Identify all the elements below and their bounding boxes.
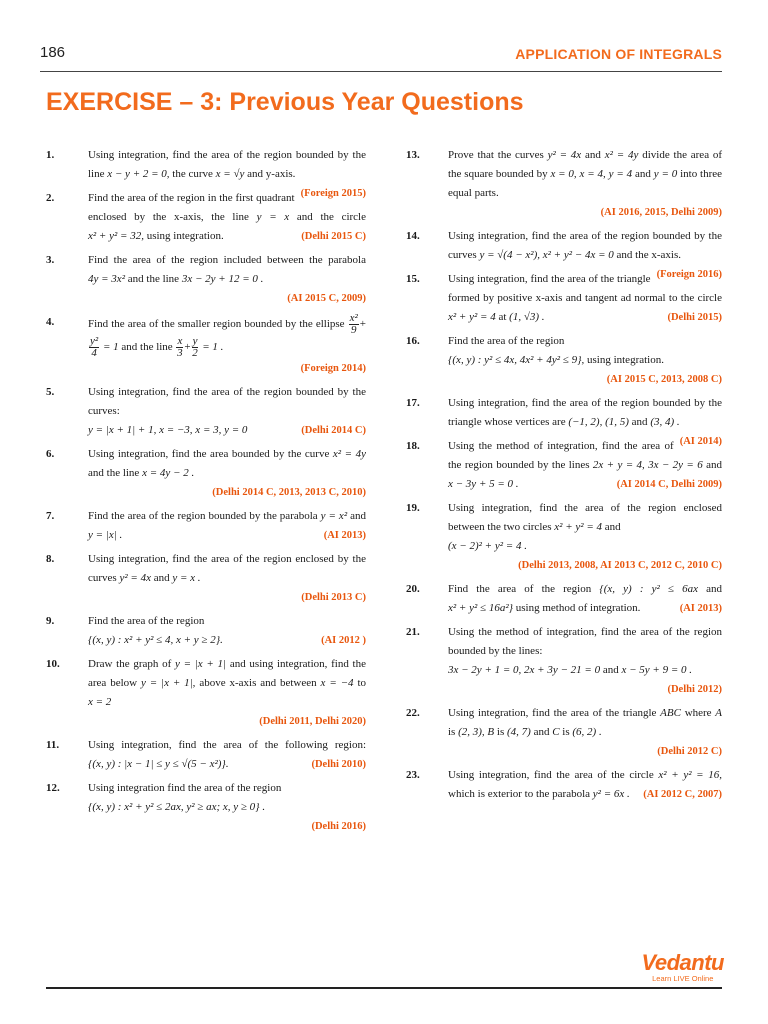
question-5 [46, 383, 366, 440]
question-text [448, 332, 722, 370]
question-source: (Foreign 2016) [656, 269, 722, 280]
question-source: (AI 2015 C, 2009) [287, 293, 366, 304]
question-text-part: Using integration, find the area of the triangle formed by positive x-axis and tangent ad normal to the circle [448, 273, 722, 304]
math-expression: y = x . [172, 572, 201, 584]
math-expression: (4, 7) [506, 726, 531, 738]
question-10 [46, 655, 366, 731]
math-expression: x − y + 2 = 0, [107, 168, 170, 180]
question-text-part: which is exterior to the parabola [448, 788, 591, 800]
question-number: 13. [406, 149, 420, 161]
logo-tagline: Learn LIVE Online [652, 974, 714, 983]
question-number: 14. [406, 230, 420, 242]
question-text-part: and [533, 726, 550, 738]
question-4 [46, 313, 366, 378]
question-text-part: Find the area of the region [448, 335, 565, 347]
question-number: 1. [46, 149, 55, 161]
question-text-part: Using integration, find the area of the region enclosed between the two circles [448, 502, 722, 533]
question-source: (Foreign 2014) [300, 363, 366, 374]
question-2 [46, 189, 366, 246]
question-text [88, 736, 366, 774]
math-expression: y² = 6x . [592, 788, 630, 800]
question-text-part: Find the area of the smaller region bounded by the ellipse [88, 318, 345, 331]
question-text [448, 499, 722, 556]
question-source: (Delhi 2015) [667, 312, 722, 323]
question-13 [406, 146, 722, 222]
question-text-part: at [498, 311, 507, 323]
question-source: (Delhi 2014 C) [301, 425, 366, 436]
question-text-part: Using integration, find the area of the following region: [88, 739, 366, 751]
math-expression: y = |x + 1|, [140, 677, 196, 689]
chapter-title: APPLICATION OF INTEGRALS [515, 46, 722, 62]
question-text-part: is [448, 726, 456, 738]
question-text-part: Using integration find the area of the region [88, 782, 282, 794]
fraction: $\frac{\text{y²}}{4}$ [90, 335, 99, 359]
math-expression: = 1 [102, 341, 119, 354]
question-text-part: Using the method of integration, find the area of the region bounded by the lines [448, 440, 674, 471]
math-expression: (1, √3) . [509, 311, 545, 323]
question-number: 22. [406, 707, 420, 719]
question-text [88, 550, 366, 588]
question-text-part: and the line [127, 273, 180, 285]
question-text: Find the area of the smaller region bounded by the ellipse $\frac{\text{x²}}{9}$ + $\frac{\text{y²}}{4}$ = 1 and the line $\frac{x}{3}$ + $\frac{y}{2}$ = 1 . [88, 312, 367, 359]
math-expression: (2, 3), B [458, 726, 495, 738]
fraction: $\frac{x}{3}$ [177, 335, 183, 359]
math-expression: y = |x + 1| + 1, x = −3, x = 3, y = 0 [88, 424, 248, 436]
question-text [448, 623, 722, 680]
question-18 [406, 437, 722, 494]
math-expression: y = x² [320, 510, 348, 522]
footer-divider [46, 987, 722, 989]
math-expression: {(x, y) : |x − 1| ≤ y ≤ √(5 − x²)}. [88, 758, 229, 770]
math-expression: x² + y² = 16, [658, 769, 722, 781]
question-text-part: Using integration, find the area of the region bounded by the curves: [88, 386, 366, 417]
logo-wordmark: Vedantu [641, 950, 724, 975]
math-expression: 3x − 2y + 1 = 0, 2x + 3y − 21 = 0 [448, 664, 601, 676]
question-text-part: and using integration, find the area below [88, 658, 367, 689]
question-number: 20. [406, 583, 420, 595]
question-text-part: and the x-axis. [616, 249, 681, 261]
math-expression: ABC [660, 707, 681, 719]
question-source: (Delhi 2013, 2008, AI 2013 C, 2012 C, 2010 C) [518, 560, 722, 571]
math-expression: y = x [256, 211, 290, 223]
header-divider [40, 71, 722, 72]
question-text-part: to [357, 677, 366, 689]
math-expression: C [552, 726, 560, 738]
question-number: 21. [406, 626, 420, 638]
question-number: 12. [46, 782, 60, 794]
vedantu-logo [642, 950, 724, 983]
question-15 [406, 270, 722, 327]
question-text [448, 394, 722, 447]
question-21 [406, 623, 722, 699]
math-expression: x = √y [215, 168, 245, 180]
question-number: 9. [46, 615, 55, 627]
question-text-part: and [350, 510, 366, 522]
question-text-part: and the line [88, 467, 140, 479]
math-expression: y = |x + 1| [175, 658, 227, 670]
question-text-part: Find the area of the region bounded by the parabola [88, 510, 318, 522]
question-20 [406, 580, 722, 618]
math-expression: x = 4y − 2 . [142, 467, 195, 479]
question-text-part: and the circle [296, 211, 366, 223]
question-text [88, 189, 366, 246]
math-expression: 3x − 2y + 12 = 0 . [181, 273, 264, 285]
question-source: (Delhi 2015 C) [301, 231, 366, 242]
question-text-part: Using integration, find the area of the region enclosed by the curves [88, 553, 366, 584]
math-expression: y² = 4x [119, 572, 151, 584]
math-expression: x = 0, x = 4, y = 4 [550, 168, 633, 180]
math-expression: x² = 4y [332, 448, 366, 460]
math-expression: (x − 2)² + y² = 4 . [448, 540, 527, 552]
math-expression: x² + y² = 4 [554, 521, 603, 533]
question-text-part: Draw the graph of [88, 658, 172, 670]
question-text-part: the curve [172, 168, 213, 180]
question-number: 17. [406, 397, 420, 409]
math-expression: x = −4 [320, 677, 354, 689]
question-text-part: and the line [121, 341, 173, 354]
math-expression: x − 3y + 5 = 0 . [448, 478, 519, 490]
right-column [406, 146, 722, 809]
question-number: 8. [46, 553, 55, 565]
math-expression: (3, 4) . [650, 416, 680, 428]
question-number: 6. [46, 448, 55, 460]
fraction: $\frac{\text{x²}}{9}$ [349, 312, 358, 336]
question-text-part: and [604, 521, 621, 533]
question-23 [406, 766, 722, 804]
math-expression: y = √(4 − x²), x² + y² − 4x = 0 [479, 249, 614, 261]
question-source: (Delhi 2014 C, 2013, 2013 C, 2010) [212, 487, 366, 498]
question-text-part: Using integration, find the area of the circle [448, 769, 654, 781]
question-text [88, 779, 366, 817]
question-text [88, 445, 366, 483]
question-text-part: Using the method of integration, find the area of the region bounded by the lines: [448, 626, 722, 657]
math-expression: x² + y² ≤ 16a²} [448, 602, 514, 614]
question-text-part: above x-axis and between [199, 677, 317, 689]
question-1 [46, 146, 366, 199]
question-source: (AI 2015 C, 2013, 2008 C) [606, 374, 722, 385]
question-source: (AI 2014 C, Delhi 2009) [616, 479, 722, 490]
question-source: (Delhi 2011, Delhi 2020) [259, 716, 366, 727]
math-expression: {(x, y) : y² ≤ 4x, 4x² + 4y² ≤ 9}, [448, 354, 585, 366]
question-text-part: Using integration, find the area of the region bounded by the curves [448, 230, 722, 261]
question-12 [46, 779, 366, 836]
question-text-part: divide the area of the square bounded by [448, 149, 723, 180]
question-text-part: and [585, 149, 601, 161]
question-22 [406, 704, 722, 761]
question-text-part: where [684, 707, 712, 719]
question-19 [406, 499, 722, 575]
question-text [88, 383, 366, 440]
fraction: $\frac{y}{2}$ [192, 335, 198, 359]
question-text [448, 766, 722, 804]
question-source: (Delhi 2012 C) [657, 746, 722, 757]
question-6 [46, 445, 366, 502]
math-expression: 2x + y = 4, 3x − 2y = 6 [592, 459, 703, 471]
question-source: (AI 2014) [679, 436, 722, 447]
question-number: 16. [406, 335, 420, 347]
question-source: (Delhi 2012) [667, 684, 722, 695]
question-text-part: is [496, 726, 505, 738]
question-text-part: Find the area of the region included between the parabola [88, 254, 366, 266]
math-expression: y = 0 [653, 168, 678, 180]
question-text-part: Prove that the curves [448, 149, 544, 161]
question-text [88, 507, 366, 545]
question-text-part: using integration. [586, 354, 664, 366]
question-source: (Delhi 2010) [311, 759, 366, 770]
question-text-part: using integration. [146, 230, 224, 242]
left-column [46, 146, 366, 841]
math-expression: y² = 4x [547, 149, 582, 161]
question-source: (AI 2016, 2015, Delhi 2009) [600, 207, 722, 218]
math-expression: 4y = 3x² [88, 273, 125, 285]
question-text-part: Find the area of the region [88, 615, 205, 627]
question-text [448, 580, 722, 618]
question-number: 7. [46, 510, 55, 522]
math-expression: A [715, 707, 723, 719]
question-number: 19. [406, 502, 420, 514]
question-number: 23. [406, 769, 420, 781]
question-text-part: into three equal parts. [448, 168, 723, 199]
question-source: (AI 2012 C, 2007) [643, 789, 722, 800]
math-expression: = 1 . [202, 341, 224, 354]
question-text [88, 655, 366, 712]
question-16 [406, 332, 722, 389]
question-3 [46, 251, 366, 308]
question-source: (AI 2013) [679, 603, 722, 614]
question-number: 11. [46, 739, 60, 751]
math-expression: (6, 2) . [572, 726, 602, 738]
math-expression: {(x, y) : x² + y² ≤ 2ax, y² ≥ ax; x, y ≥ 0} . [88, 801, 266, 813]
question-text-part: Find the area of the region in the first quadrant enclosed by the x-axis, the line [88, 192, 295, 223]
question-source: (Foreign 2015) [300, 188, 366, 199]
question-text [448, 704, 722, 742]
math-expression: {(x, y) : y² ≤ 6ax [599, 583, 698, 595]
question-text-part: and [706, 583, 722, 595]
question-text-part: Find the area of the region [448, 583, 592, 595]
question-text-part: Using integration, find the area of the triangle [448, 707, 657, 719]
question-text [88, 612, 366, 650]
question-text-part: and y-axis. [247, 168, 296, 180]
question-text [88, 146, 366, 199]
question-text [88, 251, 366, 289]
question-text-part: Using integration, find the area of the region bounded by the line [88, 149, 366, 180]
math-expression: x² + y² = 4 [448, 311, 496, 323]
question-text-part: Using integration, find the area of the region bounded by the triangle whose vertices are [448, 397, 722, 428]
page-number: 186 [40, 44, 66, 61]
question-text [448, 270, 722, 327]
question-9 [46, 612, 366, 650]
question-number: 5. [46, 386, 55, 398]
math-expression: {(x, y) : x² + y² ≤ 4, x + y ≥ 2}. [88, 634, 223, 646]
question-source: (AI 2013) [323, 530, 366, 541]
question-number: 4. [46, 316, 55, 328]
question-number: 10. [46, 658, 60, 670]
question-text-part: and [153, 572, 170, 584]
math-expression: x² + y² = 32, [88, 230, 144, 242]
math-expression: y = |x| . [88, 529, 123, 541]
question-11 [46, 736, 366, 774]
question-number: 2. [46, 192, 55, 204]
question-source: (Delhi 2013 C) [301, 592, 366, 603]
question-text-part: is [562, 726, 570, 738]
question-7 [46, 507, 366, 545]
question-number: 18. [406, 440, 420, 452]
math-expression: x = 2 [88, 696, 112, 708]
question-text-part: and [634, 168, 651, 180]
question-text-part: using method of integration. [515, 602, 641, 614]
math-expression: x − 5y + 9 = 0 . [621, 664, 693, 676]
question-text-part: and [706, 459, 722, 471]
question-text-part: Using integration, find the area bounded by the curve [88, 448, 330, 460]
exercise-title: EXERCISE – 3: Previous Year Questions [46, 88, 524, 116]
question-text [448, 146, 722, 203]
question-text [448, 227, 722, 280]
question-text [448, 437, 722, 494]
question-8 [46, 550, 366, 607]
question-number: 15. [406, 273, 420, 285]
question-text-part: and [602, 664, 619, 676]
math-expression: x² = 4y [604, 149, 639, 161]
question-source: (AI 2012 ) [321, 635, 366, 646]
math-expression: (−1, 2), (1, 5) [568, 416, 629, 428]
question-number: 3. [46, 254, 55, 266]
question-text-part: and [631, 416, 648, 428]
question-source: (Delhi 2016) [311, 821, 366, 832]
